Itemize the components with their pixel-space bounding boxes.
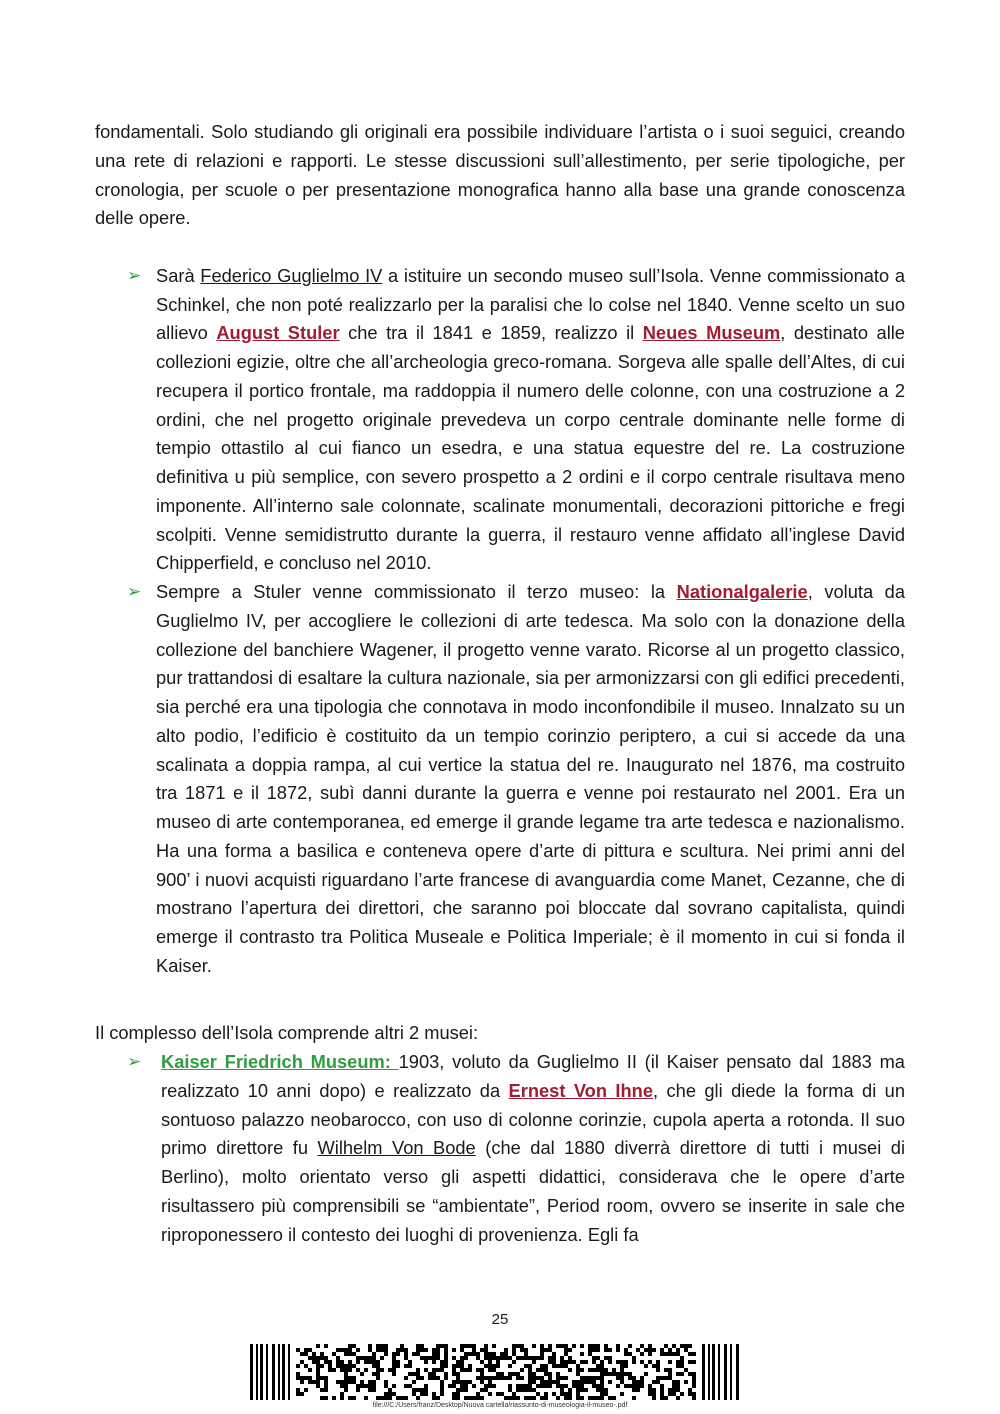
link-wilhelm-von-bode[interactable]: Wilhelm Von Bode [317,1137,476,1159]
paragraph-intro: fondamentali. Solo studiando gli originali era possibile individuare l’artista o i suoi seguici, creando una rete di relazioni e rapporti. Le stesse discussioni sull’allestimento, per serie tipologiche, per cronologia, per scuole o per presentazione monografica hanno alla base una grande conoscenza delle opere. [95,121,905,229]
link-nationalgalerie[interactable]: Nationalgalerie [676,581,808,602]
page-number: 25 [491,1311,509,1328]
link-federico-guglielmo-iv[interactable]: Federico Guglielmo IV [200,264,383,286]
list-item-nationalgalerie: ➢ Sempre a Stuler venne commissionato il terzo museo: la Nationalgalerie, voluta da Guglielmo IV, per accogliere le collezioni di arte tedesca. Ma solo con la donazione della collezione del banchiere Wagener, il progetto venne varato. Ricorse al un progetto classico, pur trattandosi di esaltare la cultura nazionale, sia per armonizzarsi con gli edifici precedenti, sia perché era una tipologia che connotava in modo inconfondibile il museo. Innalzato su un alto podio, l’edificio è costituito da un tempio corinzio periptero, a cui si accede da una scalinata a doppia rampa, al cui vertice la statua del re. Inaugurato nel 1876, ma costruito tra 1871 e il 1872, subì danni durante la guerra e venne poi restaurato nel 2001. Era un museo di arte contemporanea, ed emerge il grande legame tra arte tedesca e nazionalismo. Ha una forma a basilica e conteneva opere d’arte di pittura e scultura. Nei primi anni del 900’ i nuovi acquisti riguardano l’arte francese di avanguardia come Manet, Cezanne, che di mostrano l’apertura dei direttori, che saranno poi bloccate dal sovrano capitalista, quindi emerge il contrasto tra Politica Museale e Politica Imperiale; è il momento in cui si fonda il Kaiser. [95,578,905,981]
arrowhead-bullet-icon: ➢ [127,265,142,286]
footer-file-path: file:///C:/Users/franz/Desktop/Nuova cartella/riassunto-di-museologia-il-museo-.pdf [372,1402,628,1409]
list-item-kaiser-friedrich-museum: ➢ Kaiser Friedrich Museum: 1903, voluto da Guglielmo II (il Kaiser pensato dal 1883 ma realizzato 10 anni dopo) e realizzato da Ernest Von Ihne, che gli diede la forma di un sontuoso palazzo neobarocco, con uso di colonne corinzie, cupola aperta a rotonda. Il suo primo direttore fu Wilhelm Von Bode (che dal 1880 diverrà direttore di tutti i musei di Berlino), molto orientato verso gli aspetti didattici, considerava che le opere d’arte risultassero più comprensibili se “ambientate”, Period room, ovvero se inserite in sale che riproponessero il contesto dei luoghi di provenienza. Egli fa [95,1048,905,1249]
link-august-stuler[interactable]: August Stuler [216,322,340,344]
list-item-neues-museum: ➢ Sarà Federico Guglielmo IV a istituire un secondo museo sull’Isola. Venne commissionato a Schinkel, che non poté realizzarlo per la paralisi che lo colse nel 1840. Venne scelto un suo allievo August Stuler che tra il 1841 e 1859, realizzo il Neues Museum, destinato alle collezioni egizie, oltre che all’archeologia greco-romana. Sorgeva alle spalle dell’Altes, di cui recupera il portico frontale, ma raddoppia il numero delle colonne, con una costruzione a 2 ordini, che nel progetto originale prevedeva un corpo centrale dominante nelle forme di tempio ottastilo al cui fianco un esedra, e una statua equestre del re. La costruzione definitiva u più semplice, con severo prospetto a 2 ordini e il corpo centrale risultava meno imponente. All’interno sale colonnate, scalinate monumentali, decorazioni pittoriche e fregi scolpiti. Venne semidistrutto durante la guerra, il restauro venne affidato all’inglese David Chipperfield, e concluso nel 2010. [95,262,905,578]
arrowhead-bullet-icon: ➢ [127,582,142,602]
barcode-icon [250,1344,740,1400]
link-neues-museum[interactable]: Neues Museum [642,322,781,344]
link-ernest-von-ihne[interactable]: Ernest Von Ihne [508,1079,654,1101]
arrowhead-bullet-icon: ➢ [127,1052,142,1072]
link-kaiser-friedrich-museum[interactable]: Kaiser Friedrich Museum: [161,1051,399,1072]
paragraph-complesso: Il complesso dell’Isola comprende altri 2 musei: [95,1022,479,1044]
document-body [95,118,905,1249]
